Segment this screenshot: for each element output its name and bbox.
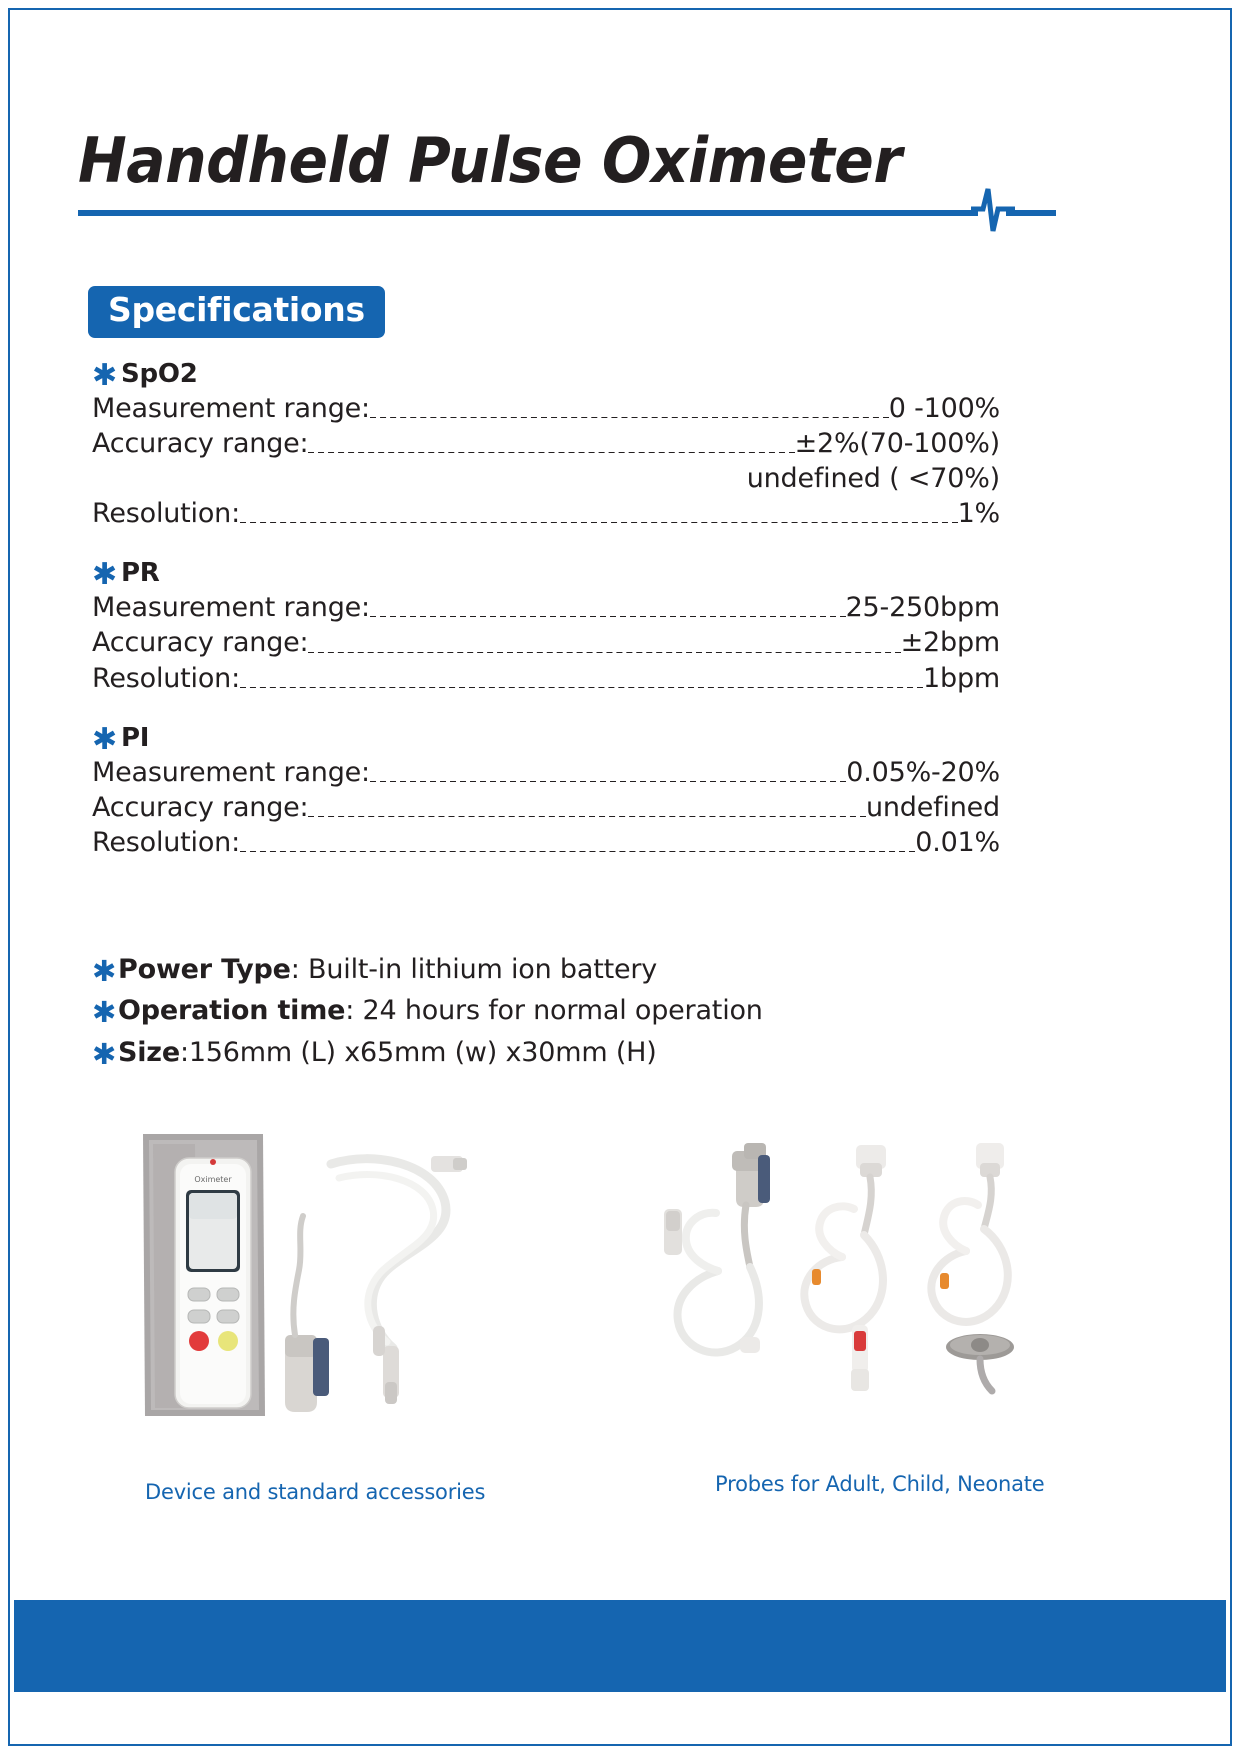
bullet-text: : 24 hours for normal operation <box>345 995 763 1027</box>
dot-leader <box>308 452 794 453</box>
asterisk-icon: ✱ <box>92 1036 117 1071</box>
specifications-body <box>92 358 1117 860</box>
bullet-label: Power Type <box>118 954 291 985</box>
title-underline <box>78 201 1056 231</box>
spec-row <box>92 496 1000 531</box>
spec-value: 25-250bpm <box>845 592 1000 624</box>
caption-probes: Probes for Adult, Child, Neonate <box>715 1472 1045 1496</box>
spec-value: 0.05%-20% <box>846 756 1000 788</box>
spec-row <box>92 426 1000 461</box>
spec-key: Resolution: <box>92 498 240 530</box>
dot-leader <box>240 522 958 523</box>
spec-value: 1bpm <box>923 662 1000 694</box>
dot-leader <box>240 851 915 852</box>
spec-key: Resolution: <box>92 826 240 858</box>
dot-leader <box>370 417 889 418</box>
spec-key: Measurement range: <box>92 592 370 624</box>
spec-row <box>92 790 1000 825</box>
bullet-text: : Built-in lithium ion battery <box>290 954 658 985</box>
feature-bullet-list <box>92 948 1042 1072</box>
spec-group-heading <box>92 721 1117 757</box>
page-title: Handheld Pulse Oximeter <box>78 124 902 197</box>
photo-probes <box>640 1125 1060 1425</box>
spec-value: ±2bpm <box>900 627 1000 659</box>
asterisk-icon: ✱ <box>92 557 117 593</box>
spec-value: 0 -100% <box>888 393 1000 424</box>
footer-bar <box>14 1600 1226 1692</box>
spec-group-heading <box>92 358 1117 393</box>
asterisk-icon: ✱ <box>92 721 117 757</box>
bullet-label: Operation time <box>118 995 346 1027</box>
title-rule-left <box>78 210 978 216</box>
dot-leader <box>240 687 923 688</box>
photo-device-and-accessories <box>135 1120 475 1430</box>
bullet-text: :156mm (L) x65mm (w) x30mm (H) <box>179 1036 657 1068</box>
asterisk-icon: ✱ <box>92 954 117 988</box>
spec-value: undefined <box>865 791 1000 823</box>
spec-key: Accuracy range: <box>92 791 309 823</box>
spec-group-name: SpO2 <box>120 359 198 389</box>
spec-row <box>92 391 1000 426</box>
spec-row <box>92 825 1000 860</box>
ecg-pulse-icon <box>971 185 1015 235</box>
bullet-label: Size <box>118 1036 180 1068</box>
spec-group-spo2 <box>92 358 1117 531</box>
spec-group-pi <box>92 722 1117 860</box>
spec-group-name: PI <box>120 722 150 753</box>
spec-value: 1% <box>957 498 1000 530</box>
spec-key: Accuracy range: <box>92 428 309 460</box>
spec-row <box>92 661 1000 696</box>
spec-key: Accuracy range: <box>92 627 309 659</box>
asterisk-icon: ✱ <box>92 995 117 1030</box>
spec-row <box>92 590 1000 625</box>
list-item <box>92 948 1042 989</box>
title-block <box>78 124 1158 231</box>
product-photos <box>80 1120 1160 1450</box>
dot-leader <box>370 781 846 782</box>
list-item <box>92 989 1042 1030</box>
dot-leader <box>370 616 846 617</box>
spec-value-continuation: undefined ( <70%) <box>746 463 1000 495</box>
caption-device: Device and standard accessories <box>145 1480 486 1504</box>
asterisk-icon: ✱ <box>92 358 117 393</box>
spec-group-pr <box>92 557 1117 695</box>
spec-key: Measurement range: <box>92 756 370 788</box>
spec-key: Resolution: <box>92 662 240 694</box>
specifications-badge: Specifications <box>88 286 385 338</box>
spec-group-heading <box>92 557 1117 593</box>
svg-text:Oximeter: Oximeter <box>194 1175 232 1184</box>
dot-leader <box>308 816 865 817</box>
spec-value: ±2%(70-100%) <box>794 428 1000 460</box>
spec-row <box>92 625 1000 660</box>
spec-group-name: PR <box>120 558 160 589</box>
spec-key: Measurement range: <box>92 393 370 424</box>
list-item <box>92 1031 1042 1072</box>
spec-row <box>92 755 1000 790</box>
dot-leader <box>308 652 900 653</box>
spec-value: 0.01% <box>915 826 1000 858</box>
